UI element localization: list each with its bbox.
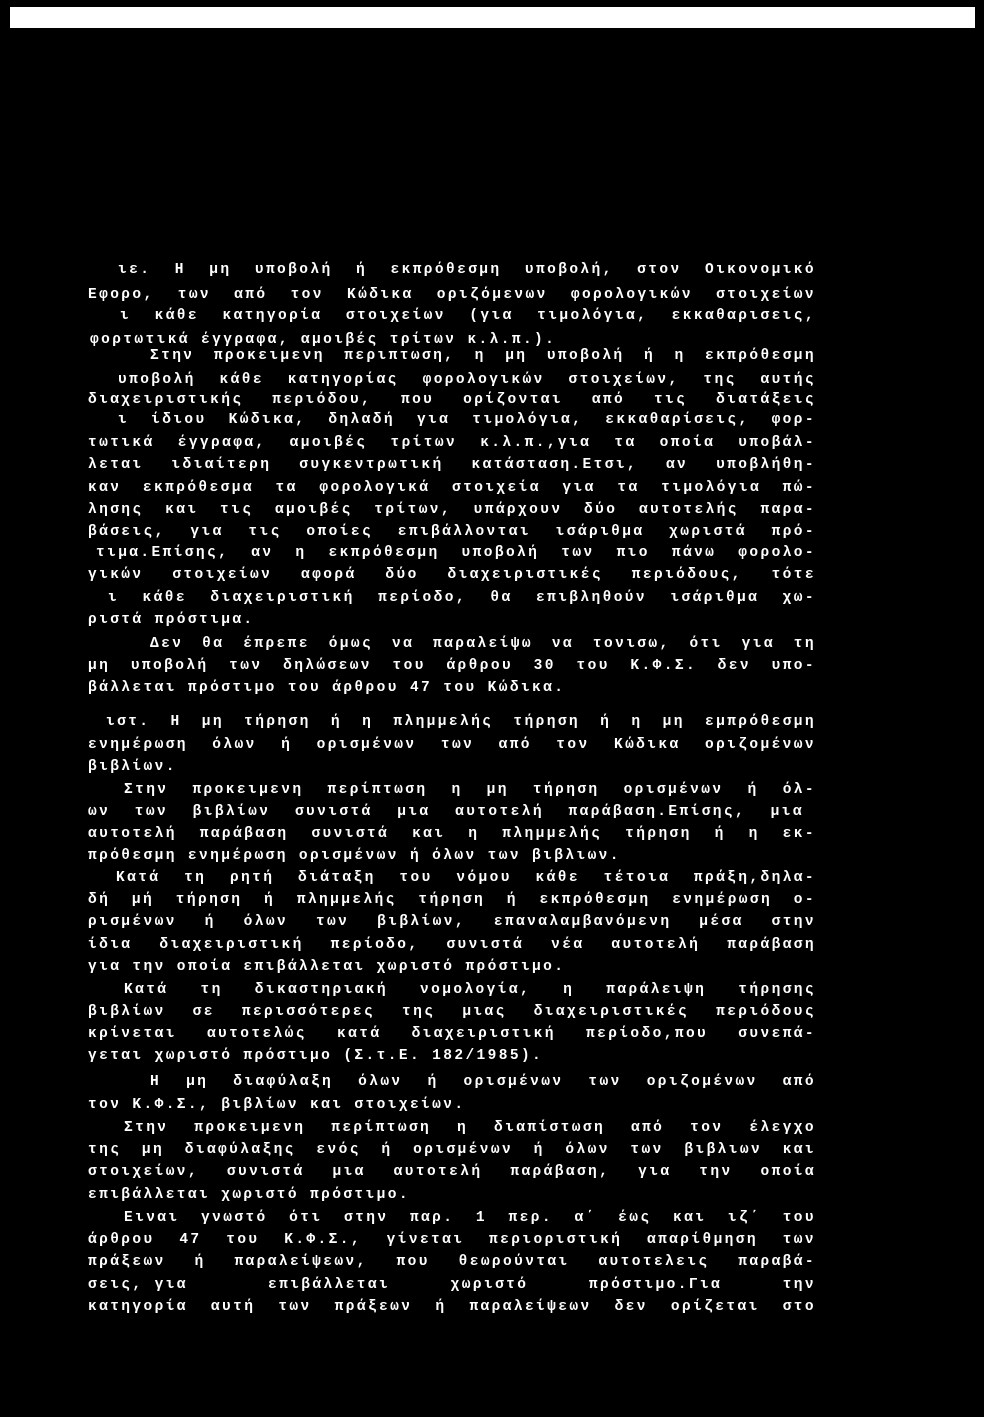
text-line: αυτοτελή παράβαση συνιστά και η πλημμελής τήρηση ή η εκ-: [88, 826, 816, 842]
text-line: γικών στοιχείων αφορά δύο διαχειριστικές περιόδους, τότε: [88, 567, 816, 583]
text-line: διαχειριστικής περιόδου, που ορίζονται από τις διατάξεις: [88, 392, 816, 408]
text-line: Ειναι γνωστό ότι στην παρ. 1 περ. α΄ έως και ιζ΄ του: [124, 1210, 816, 1226]
text-line: ι ίδιου Κώδικα, δηλαδή για τιμολόγια, εκκαθαρίσεις, φορ-: [118, 412, 816, 428]
text-line: λησης και τις αμοιβές τρίτων, υπάρχουν δύο αυτοτελής παρα-: [88, 502, 816, 518]
text-line: βιβλίων.: [88, 759, 177, 775]
text-line: στοιχείων, συνιστά μια αυτοτελή παράβαση, για την οποία: [88, 1164, 816, 1180]
text-line: ριστά πρόστιμα.: [88, 612, 255, 628]
text-line: πρόθεσμη ενημέρωση ορισμένων ή όλων των βιβλιων.: [88, 848, 621, 864]
text-line: ων των βιβλίων συνιστά μια αυτοτελή παράβαση.Επίσης, μια: [88, 804, 804, 820]
text-line: γεται χωριστό πρόστιμο (Σ.τ.Ε. 182/1985).: [88, 1048, 544, 1064]
text-line: τον Κ.Φ.Σ., βιβλίων και στοιχείων.: [88, 1097, 466, 1113]
text-line: ίδια διαχειριστική περίοδο, συνιστά νέα αυτοτελή παράβαση: [88, 937, 816, 953]
text-line: κατηγορία αυτή των πράξεων ή παραλείψεων δεν ορίζεται στο: [88, 1299, 816, 1315]
text-line: πράξεων ή παραλείψεων, που θεωρούνται αυτοτελεις παραβά-: [88, 1254, 816, 1270]
text-line: επιβάλλεται χωριστό πρόστιμο.Για την: [268, 1277, 816, 1293]
text-line: ενημέρωση όλων ή ορισμένων των από τον Κώδικα οριζομένων: [88, 737, 816, 753]
text-line: άρθρου 47 του Κ.Φ.Σ., γίνεται περιοριστική απαρίθμηση των: [88, 1232, 816, 1248]
text-line: καν εκπρόθεσμα τα φορολογικά στοιχεία για τα τιμολόγια πώ-: [88, 480, 816, 496]
text-line: κρίνεται αυτοτελώς κατά διαχειριστική περίοδο,που συνεπά-: [88, 1026, 816, 1042]
text-line: Δεν θα έπρεπε όμως να παραλείψω να τονισω, ότι για τη: [150, 636, 816, 652]
text-line: βιβλίων σε περισσότερες της μιας διαχειριστικές περιόδους: [88, 1004, 816, 1020]
text-line: ρισμένων ή όλων των βιβλίων, επαναλαμβανόμενη μέσα στην: [88, 914, 816, 930]
text-line: της μη διαφύλαξης ενός ή ορισμένων ή όλων των βιβλιων και: [88, 1142, 816, 1158]
text-line: μη υποβολή των δηλώσεων του άρθρου 30 του Κ.Φ.Σ. δεν υπο-: [88, 658, 816, 674]
text-line: φορτωτικά έγγραφα, αμοιβές τρίτων κ.λ.π.).: [90, 332, 557, 348]
text-line: Στην προκειμενη περίπτωση η μη τήρηση ορισμένων ή όλ-: [124, 782, 816, 798]
text-line: τιμα.Επίσης, αν η εκπρόθεσμη υποβολή των πιο πάνω φορολο-: [96, 545, 816, 561]
text-line: ι κάθε διαχειριστική περίοδο, θα επιβληθούν ισάριθμα χω-: [108, 590, 816, 606]
text-line: λεται ιδιαίτερη συγκεντρωτική κατάσταση.Ετσι, αν υποβλήθη-: [88, 457, 816, 473]
text-line: ι κάθε κατηγορία στοιχείων (για τιμολόγια, εκκαθαρισεις,: [120, 308, 816, 324]
text-line: Στην προκειμενη περίπτωση η διαπίστωση από τον έλεγχο: [124, 1120, 816, 1136]
text-line: δή μή τήρηση ή πλημμελής τήρηση ή εκπρόθεσμη ενημέρωση ο-: [88, 892, 816, 908]
text-line: επιβάλλεται χωριστό πρόστιμο.: [88, 1187, 410, 1203]
text-line: για την οποία επιβάλλεται χωριστό πρόστιμο.: [88, 959, 566, 975]
text-line: ιστ. Η μη τήρηση ή η πλημμελής τήρηση ή η μη εμπρόθεσμη: [106, 714, 816, 730]
text-line: Εφορο, των από τον Κώδικα οριζόμενων φορολογικών στοιχείων: [88, 287, 816, 303]
text-line: Κατά τη δικαστηριακή νομολογία, η παράλειψη τήρησης: [124, 982, 816, 998]
text-line: ιε. Η μη υποβολή ή εκπρόθεσμη υποβολή, στον Οικονομικό: [118, 262, 816, 278]
text-line: σεις, για: [88, 1277, 188, 1293]
text-line: Κατά τη ρητή διάταξη του νόμου κάθε τέτοια πράξη,δηλα-: [116, 870, 816, 886]
text-line: βάσεις, για τις οποίες επιβάλλονται ισάριθμα χωριστά πρό-: [88, 524, 816, 540]
text-line: υποβολή κάθε κατηγορίας φορολογικών στοιχείων, της αυτής: [118, 372, 816, 388]
scan-top-bar: [10, 7, 975, 28]
text-line: Στην προκειμενη περιπτωση, η μη υποβολή ή η εκπρόθεσμη: [150, 348, 816, 364]
text-line: τωτικά έγγραφα, αμοιβές τρίτων κ.λ.π.,για τα οποία υποβάλ-: [88, 435, 816, 451]
text-line: βάλλεται πρόστιμο του άρθρου 47 του Κώδικα.: [88, 680, 566, 696]
text-line: Η μη διαφύλαξη όλων ή ορισμένων των οριζομένων από: [150, 1074, 816, 1090]
